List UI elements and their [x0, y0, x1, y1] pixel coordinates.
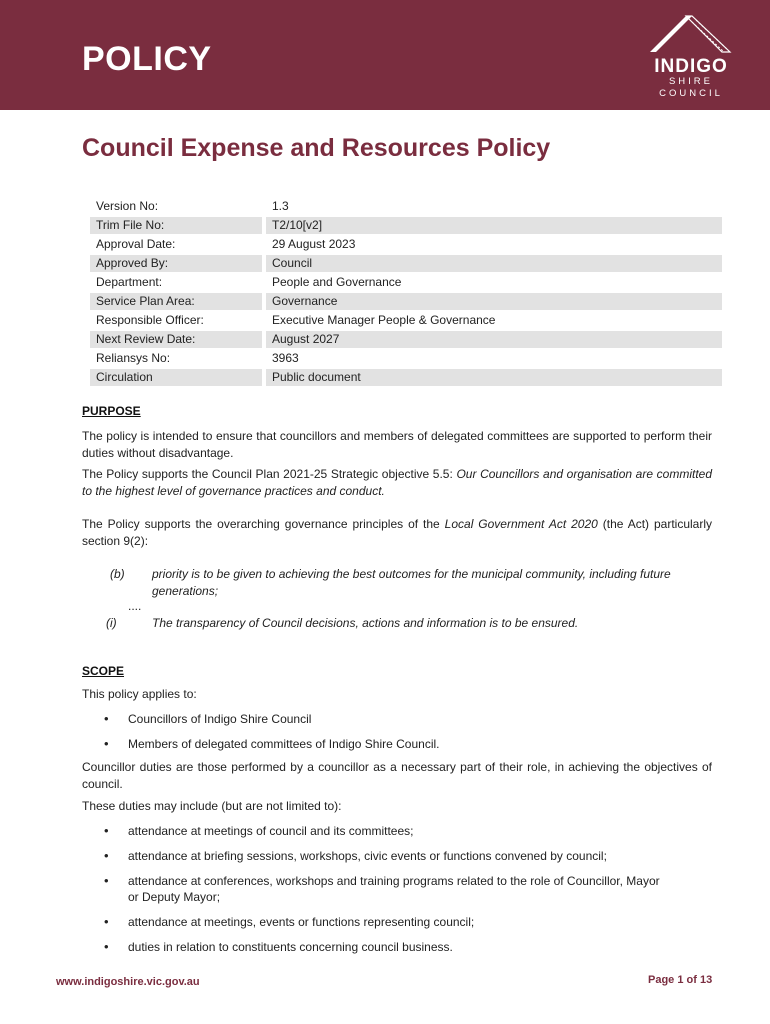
list-item: • duties in relation to constituents concerning council business.: [104, 939, 714, 955]
page-number: Page 1 of 13: [648, 974, 713, 986]
page-header: [0, 0, 770, 110]
duties-intro: These duties may include (but are not limited to):: [82, 799, 342, 813]
metadata-row: [90, 369, 722, 388]
metadata-value: Governance: [266, 293, 722, 310]
footer-website-link[interactable]: www.indigoshire.vic.gov.au: [56, 976, 200, 988]
metadata-label: Service Plan Area:: [90, 293, 262, 310]
metadata-value: Executive Manager People & Governance: [272, 313, 496, 327]
act-name: Local Government Act 2020: [444, 517, 598, 531]
metadata-table: [90, 198, 722, 388]
scope-intro: This policy applies to:: [82, 687, 197, 701]
list-item: • attendance at meetings of council and its committees;: [104, 823, 714, 839]
list-item: • attendance at meetings, events or functions representing council;: [104, 914, 714, 930]
clause-b-text: priority is to be given to achieving the best outcomes for the municipal community, including future generations;: [152, 567, 671, 598]
metadata-row: [90, 331, 722, 350]
header-title: POLICY: [82, 40, 212, 78]
purpose-p3-lead: The Policy supports the overarching governance principles of the: [82, 517, 445, 531]
metadata-value: People and Governance: [272, 275, 402, 289]
metadata-row: [90, 236, 722, 255]
purpose-paragraph-3: [82, 516, 712, 550]
metadata-label: Next Review Date:: [90, 331, 262, 348]
clause-i-label: (i): [106, 616, 117, 630]
metadata-label: Approved By:: [90, 255, 262, 272]
metadata-label: Department:: [96, 275, 163, 289]
metadata-value: Public document: [266, 369, 722, 386]
clause-ellipsis: ....: [128, 599, 142, 613]
metadata-label: Approval Date:: [96, 237, 176, 251]
duties-definition: Councillor duties are those performed by a councillor as a necessary part of their role, in achieving the objectives of council.: [82, 760, 712, 791]
metadata-row: [90, 350, 722, 369]
list-item: • attendance at briefing sessions, workshops, civic events or functions convened by council;: [104, 848, 714, 864]
duties-list: [104, 823, 714, 955]
list-item: • Councillors of Indigo Shire Council: [104, 711, 714, 727]
metadata-row: [90, 217, 722, 236]
metadata-row: [90, 198, 722, 217]
logo-text-shire: SHIRE: [668, 76, 714, 87]
metadata-value: 3963: [272, 351, 299, 365]
purpose-paragraph-1: The policy is intended to ensure that councillors and members of delegated committees are supported to perform their duties without disadvantage.: [82, 429, 712, 460]
purpose-p2-lead: The Policy supports the Council Plan 2021-25 Strategic objective 5.5:: [82, 467, 457, 481]
metadata-label: Trim File No:: [90, 217, 262, 234]
purpose-paragraph-2: [82, 466, 712, 500]
metadata-value: T2/10[v2]: [266, 217, 722, 234]
metadata-row: [90, 255, 722, 274]
purpose-p3-tail: (the Act) particularly section 9(2):: [82, 517, 713, 548]
clause-i-text: The transparency of Council decisions, actions and information is to be ensured.: [152, 616, 579, 630]
scope-heading: SCOPE: [82, 664, 125, 678]
indigo-shire-logo: [640, 12, 740, 102]
applies-list: [104, 711, 714, 752]
purpose-heading: PURPOSE: [82, 404, 141, 418]
metadata-value: 29 August 2023: [272, 237, 356, 251]
metadata-value: August 2027: [266, 331, 722, 348]
metadata-row: [90, 293, 722, 312]
metadata-label: Circulation: [90, 369, 262, 386]
purpose-p2-objective: Our Councillors and organisation are committed to the highest level of governance practices and conduct.: [82, 467, 713, 498]
clause-b-label: (b): [110, 567, 125, 581]
metadata-row: [90, 312, 722, 331]
logo-text-council: COUNCIL: [659, 88, 723, 99]
list-item: • attendance at conferences, workshops and training programs related to the role of Councillor, Mayor or Deputy Mayor;: [104, 873, 664, 905]
metadata-value: Council: [266, 255, 722, 272]
metadata-label: Responsible Officer:: [96, 313, 204, 327]
document-title: Council Expense and Resources Policy: [82, 134, 551, 162]
metadata-label: Version No:: [96, 199, 159, 213]
metadata-label: Reliansys No:: [96, 351, 171, 365]
logo-text-main: INDIGO: [654, 56, 728, 77]
metadata-value: 1.3: [272, 199, 289, 213]
roof-icon: [646, 12, 734, 58]
list-item: • Members of delegated committees of Indigo Shire Council.: [104, 736, 714, 752]
metadata-row: [90, 274, 722, 293]
